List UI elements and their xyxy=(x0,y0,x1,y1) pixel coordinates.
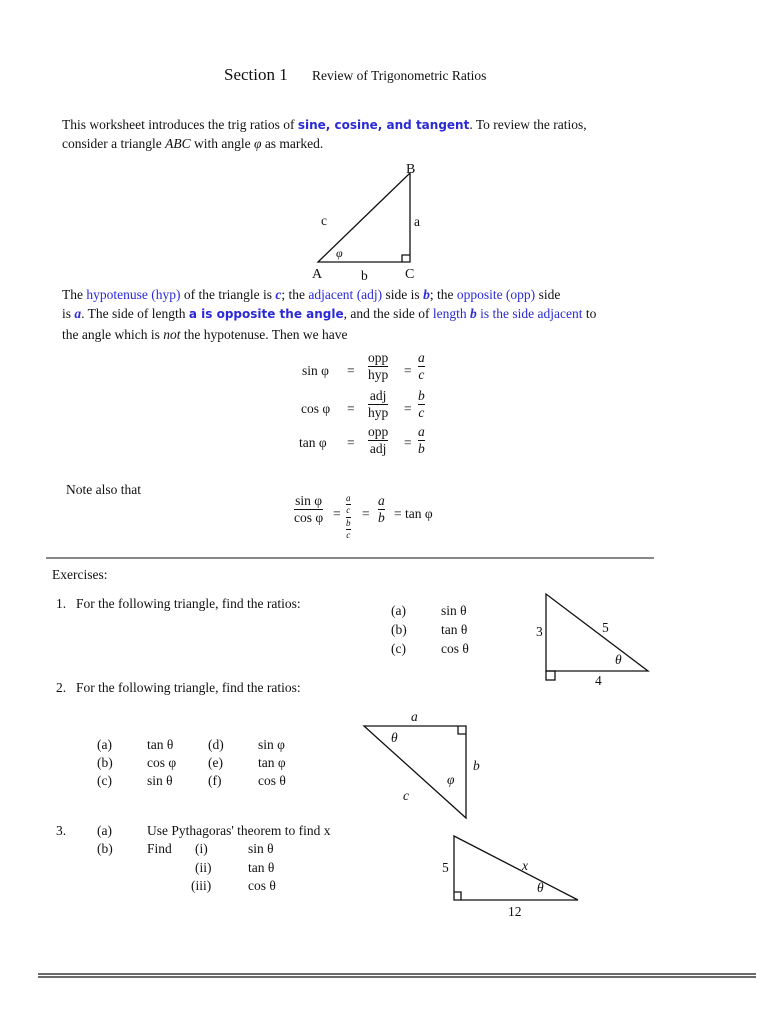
t: , and the side of xyxy=(343,306,433,321)
lhs: sin φ xyxy=(302,363,329,378)
t: ; the xyxy=(429,287,457,302)
num: opp xyxy=(368,350,389,365)
q3-a-text xyxy=(147,824,331,838)
b: b xyxy=(423,287,430,302)
den: hyp xyxy=(368,405,389,421)
num: opp xyxy=(368,424,389,439)
exercises-heading: Exercises: xyxy=(52,567,108,582)
side-c: c xyxy=(321,213,327,228)
exercise3-triangle xyxy=(454,836,578,900)
rhs: = tan φ xyxy=(394,506,433,521)
angle-phi: φ xyxy=(336,246,343,260)
equals: = xyxy=(404,363,412,378)
explain-line-3 xyxy=(62,328,347,342)
explain-line-2 xyxy=(62,307,596,321)
t: to xyxy=(582,306,597,321)
vertex-B: B xyxy=(406,162,416,177)
q2-e-ratio: tan φ xyxy=(258,755,286,770)
q2-f-label: (f) xyxy=(208,773,222,788)
vertex-A: A xyxy=(312,267,323,282)
intro-line-1 xyxy=(62,118,587,132)
q3-iii-label: (iii) xyxy=(191,878,212,893)
triangle-name: ABC xyxy=(165,136,191,151)
q1-side-5: 5 xyxy=(602,620,609,635)
phi: φ xyxy=(253,136,262,151)
q3-side-12: 12 xyxy=(508,904,522,919)
q2-f-ratio: cos θ xyxy=(258,773,286,788)
q1-c-label: (c) xyxy=(391,641,406,656)
q1-a-label: (a) xyxy=(391,603,406,618)
t: the hypotenuse. Then we have xyxy=(180,327,348,342)
text: consider a triangle xyxy=(62,136,166,151)
q1-angle: θ xyxy=(615,652,622,667)
den: adj xyxy=(369,441,387,457)
t: . The side of length xyxy=(81,306,189,321)
q2-a-ratio: tan θ xyxy=(147,737,174,752)
q2-b-ratio: cos φ xyxy=(147,755,177,770)
q3-ii-label: (ii) xyxy=(195,860,212,875)
page-title: Review of Trigonometric Ratios xyxy=(312,68,487,83)
q1-b-ratio: tan θ xyxy=(441,622,468,637)
equals: = xyxy=(347,363,355,378)
den: b xyxy=(418,441,425,457)
q1-a-ratio: sin θ xyxy=(441,603,467,618)
equals: = xyxy=(404,401,412,416)
q2-angle-theta: θ xyxy=(391,730,398,745)
t: The xyxy=(62,287,87,302)
q2-e-label: (e) xyxy=(208,755,223,770)
t: Use Pythagoras' theorem to find x xyxy=(147,823,331,838)
q3-b-label: (b) xyxy=(97,841,113,856)
q2-a-label: (a) xyxy=(97,737,112,752)
side-b: b xyxy=(361,268,368,283)
equals: = xyxy=(347,435,355,450)
q1-side-4: 4 xyxy=(595,673,602,688)
q1-side-3: 3 xyxy=(536,624,543,639)
num: b xyxy=(418,388,425,403)
q3-find: Find xyxy=(147,841,172,856)
text: with angle xyxy=(190,136,254,151)
q3-i-ratio: sin θ xyxy=(248,841,274,856)
num: sin φ xyxy=(295,493,323,508)
t: length xyxy=(432,306,470,321)
explain-line-1 xyxy=(62,288,560,302)
main-triangle xyxy=(318,173,410,262)
text: . To review the ratios, xyxy=(469,117,587,132)
hypotenuse-term: hypotenuse (hyp) xyxy=(86,287,181,302)
q3-number: 3. xyxy=(56,823,67,838)
q2-d-ratio: sin φ xyxy=(258,737,285,752)
num: adj xyxy=(369,388,387,403)
c: c xyxy=(275,287,282,302)
n: b xyxy=(346,517,351,528)
a: a xyxy=(74,306,82,321)
q2-b-label: (b) xyxy=(97,755,113,770)
n: a xyxy=(346,493,351,503)
den: c xyxy=(418,405,425,421)
equals: = xyxy=(347,401,355,416)
exercise1-triangle xyxy=(546,594,648,671)
q3-a-label: (a) xyxy=(97,823,112,838)
opposite-phrase: a is opposite the angle xyxy=(188,307,344,321)
equals: = xyxy=(404,435,412,450)
q3-ii-ratio: tan θ xyxy=(248,860,275,875)
q3-side-x: x xyxy=(522,858,528,873)
q2-number: 2. xyxy=(56,680,67,695)
q2-c-label: (c) xyxy=(97,773,112,788)
text: This worksheet introduces the trig ratios of xyxy=(62,117,298,132)
sine-cosine-tangent-link[interactable]: sine, cosine, and tangent xyxy=(297,118,470,132)
side-a: a xyxy=(414,214,420,229)
vertex-C: C xyxy=(405,267,415,282)
q2-d-label: (d) xyxy=(208,737,224,752)
den: cos φ xyxy=(294,510,324,526)
intro-line-2 xyxy=(62,137,323,151)
adjacent-term: adjacent (adj) xyxy=(308,287,383,302)
b: b xyxy=(470,306,477,321)
den: c xyxy=(418,367,425,383)
num: a xyxy=(418,350,425,365)
section-number: Section 1 xyxy=(224,65,288,84)
note-label: Note also that xyxy=(66,482,141,497)
t: of the triangle is xyxy=(180,287,276,302)
q3-i-label: (i) xyxy=(195,841,208,856)
t: side is xyxy=(382,287,424,302)
d: c xyxy=(346,530,351,541)
t: side xyxy=(535,287,561,302)
opposite-term: opposite (opp) xyxy=(456,287,536,302)
adjacent-phrase: is the side adjacent xyxy=(476,306,583,321)
q2-angle-phi: φ xyxy=(447,772,455,787)
q3-angle: θ xyxy=(537,880,544,895)
text: as marked. xyxy=(261,136,324,151)
t: is xyxy=(62,306,75,321)
q2-side-b: b xyxy=(473,758,480,773)
d: c xyxy=(346,505,351,516)
q2-side-a: a xyxy=(411,709,418,724)
q2-side-c: c xyxy=(403,788,409,803)
n: a xyxy=(378,493,385,508)
q3-side-5: 5 xyxy=(442,860,449,875)
t: the angle which is xyxy=(62,327,164,342)
q2-c-ratio: sin θ xyxy=(147,773,173,788)
den: hyp xyxy=(368,367,389,383)
not: not xyxy=(163,327,181,342)
q2-text: For the following triangle, find the ratios: xyxy=(76,680,301,695)
q1-text: For the following triangle, find the ratios: xyxy=(76,596,301,611)
d: b xyxy=(378,510,385,526)
q1-b-label: (b) xyxy=(391,622,407,637)
q1-c-ratio: cos θ xyxy=(441,641,469,656)
q1-number: 1. xyxy=(56,596,67,611)
q3-iii-ratio: cos θ xyxy=(248,878,276,893)
num: a xyxy=(418,424,425,439)
lhs: tan φ xyxy=(299,435,327,450)
lhs: cos φ xyxy=(301,401,331,416)
t: ; the xyxy=(281,287,309,302)
